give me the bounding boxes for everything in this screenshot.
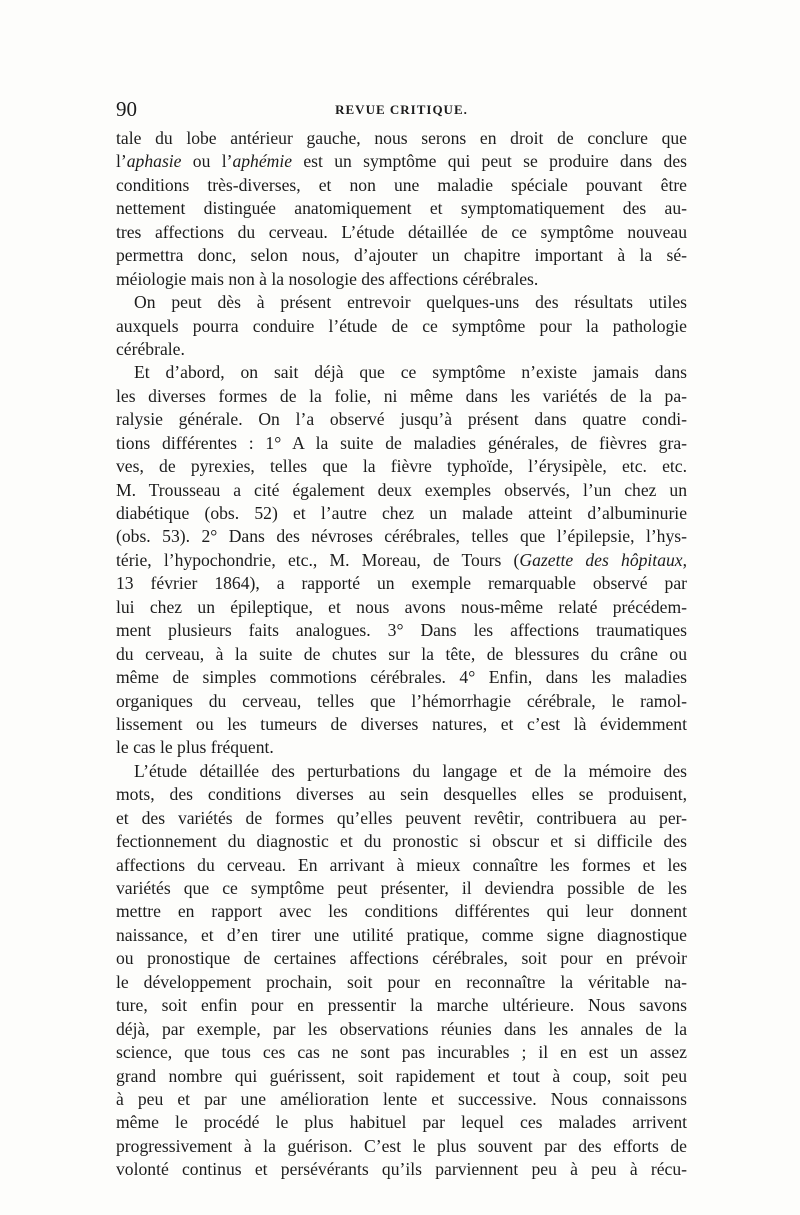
text-segment: ,	[682, 549, 688, 570]
text-line: ment plusieurs faits analogues. 3° Dans les affections traumatiques	[116, 620, 687, 641]
text-line: diabétique (obs. 52) et l’autre chez un malade atteint d’albuminurie	[116, 503, 687, 523]
text-line: même le procédé le plus habituel par lequel ces malades arrivent	[116, 1112, 687, 1133]
text-line: organiques du cerveau, telles que l’hémorrhagie cérébrale, le ramol-	[116, 690, 687, 711]
text-line: du cerveau, à la suite de chutes sur la tête, de blessures du crâne ou	[116, 643, 687, 664]
text-line: ture, soit enfin pour en pressentir la marche ultérieure. Nous savons	[116, 995, 687, 1016]
text-line: On peut dès à présent entrevoir quelques-uns des résultats utiles	[134, 292, 687, 313]
text-line: tions différentes : 1° A la suite de maladies générales, de fièvres gra-	[116, 432, 687, 453]
text-line: les diverses formes de la folie, ni même dans les variétés de la pa-	[116, 385, 687, 406]
text-line: affections du cerveau. En arrivant à mieux connaître les formes et les	[116, 854, 687, 875]
text-line: science, que tous ces cas ne sont pas incurables ; il en est un assez	[116, 1042, 687, 1063]
text-line	[116, 549, 687, 572]
text-line: 13 février 1864), a rapporté un exemple remarquable observé par	[116, 573, 687, 594]
text-line: conditions très-diverses, et non une maladie spéciale pouvant être	[116, 174, 687, 195]
text-line: M. Trousseau a cité également deux exemples observés, l’un chez un	[116, 479, 687, 500]
text-line: à peu et par une amélioration lente et successive. Nous connaissons	[116, 1088, 687, 1109]
text-line	[116, 150, 687, 173]
text-line: lissement ou les tumeurs de diverses natures, et c’est là évidemment	[116, 713, 687, 734]
text-line: déjà, par exemple, par les observations réunies dans les annales de la	[116, 1018, 687, 1039]
text-line: méiologie mais non à la nosologie des affections cérébrales.	[116, 268, 539, 289]
text-line: auxquels pourra conduire l’étude de ce symptôme pour la pathologie	[116, 315, 687, 336]
text-line: fectionnement du diagnostic et du pronostic si obscur et si difficile des	[116, 831, 687, 852]
text-line: même de simples commotions cérébrales. 4° Enfin, dans les maladies	[116, 667, 687, 688]
text-line: grand nombre qui guérissent, soit rapidement et tout à coup, soit peu	[116, 1065, 687, 1086]
text-line: tres affections du cerveau. L’étude détaillée de ce symptôme nouveau	[116, 221, 687, 242]
page-number: 90	[116, 97, 137, 121]
text-segment: l’	[116, 151, 127, 172]
text-line: le cas le plus fréquent.	[116, 737, 274, 758]
text-segment: ou l’	[181, 151, 233, 172]
italic-term: aphasie	[126, 151, 182, 172]
text-line: lui chez un épileptique, et nous avons nous-même relaté précédem-	[116, 596, 687, 617]
text-line: progressivement à la guérison. C’est le plus souvent par des efforts de	[116, 1135, 687, 1156]
running-title: REVUE CRITIQUE.	[335, 102, 468, 117]
text-line: ou pronostique de certaines affections cérébrales, soit pour en prévoir	[116, 948, 687, 969]
text-line: L’étude détaillée des perturbations du langage et de la mémoire des	[134, 760, 687, 781]
text-line: (obs. 53). 2° Dans des névroses cérébrales, telles que l’épilepsie, l’hys-	[116, 526, 687, 547]
body-text	[116, 127, 687, 1182]
text-line: nettement distinguée anatomiquement et symptomatiquement des au-	[116, 198, 687, 219]
text-line: variétés que ce symptôme peut présenter, il deviendra possible de les	[116, 878, 687, 898]
italic-term: Gazette des hôpitaux	[519, 549, 683, 570]
text-line: naissance, et d’en tirer une utilité pratique, comme signe diagnostique	[116, 924, 687, 945]
text-line: ves, de pyrexies, telles que la fièvre typhoïde, l’érysipèle, etc. etc.	[116, 456, 687, 477]
text-segment: est un symptôme qui peut se produire dans des	[292, 151, 688, 172]
italic-term: aphémie	[232, 151, 293, 172]
text-line: volonté continus et persévérants qu’ils parviennent peu à peu à récu-	[116, 1159, 687, 1180]
text-segment: térie, l’hypochondrie, etc., M. Moreau, de Tours (	[116, 549, 520, 570]
text-line: permettra donc, selon nous, d’ajouter un chapitre important à la sé-	[116, 245, 687, 266]
text-line: tale du lobe antérieur gauche, nous serons en droit de conclure que	[116, 128, 687, 148]
text-line: et des variétés de formes qu’elles peuvent revêtir, contribuera au per-	[116, 807, 687, 828]
text-line: mots, des conditions diverses au sein desquelles elles se produisent,	[116, 784, 687, 805]
running-head	[116, 96, 687, 122]
text-line: Et d’abord, on sait déjà que ce symptôme n’existe jamais dans	[134, 362, 687, 383]
text-line: ralysie générale. On l’a observé jusqu’à présent dans quatre condi-	[116, 409, 687, 430]
text-line: cérébrale.	[116, 338, 185, 359]
text-line: le développement prochain, soit pour en reconnaître la véritable na-	[116, 971, 687, 992]
text-line: mettre en rapport avec les conditions différentes qui leur donnent	[116, 901, 687, 922]
